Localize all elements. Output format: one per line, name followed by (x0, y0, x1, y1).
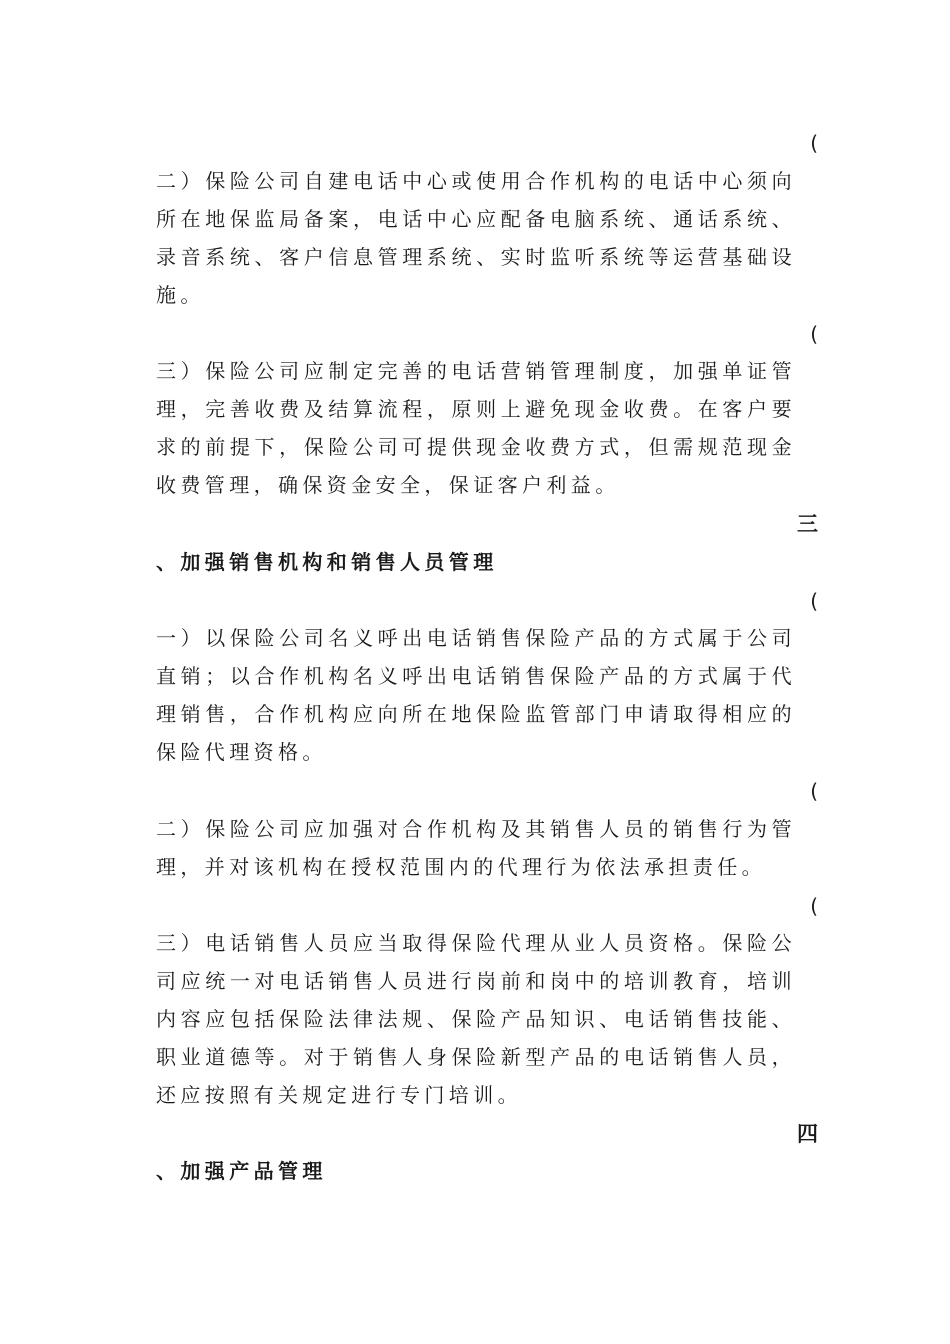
section-number: 四 (797, 1122, 818, 1146)
paragraph: 三）电话销售人员应当取得保险代理从业人员资格。保险公司应统一对电话销售人员进行岗前和岗中的培训教育，培训内容应包括保险法律法规、保险产品知识、电话销售技能、职业道德等。对于销售人身保险新型产品的电话销售人员，还应按照有关规定进行专门培训。 (156, 931, 796, 1107)
paragraph-marker: ( (810, 131, 818, 155)
paragraph-marker: ( (810, 322, 818, 346)
section-heading: 、加强销售机构和销售人员管理 (156, 550, 498, 574)
paragraph: 一）以保险公司名义呼出电话销售保险产品的方式属于公司直销；以合作机构名义呼出电话销售保险产品的方式属于代理销售，合作机构应向所在地保险监管部门申请取得相应的保险代理资格。 (156, 626, 796, 764)
paragraph-marker: ( (810, 779, 818, 803)
paragraph: 三）保险公司应制定完善的电话营销管理制度，加强单证管理，完善收费及结算流程，原则上避免现金收费。在客户要求的前提下，保险公司可提供现金收费方式，但需规范现金收费管理，确保资金安全，保证客户利益。 (156, 359, 796, 497)
paragraph: 二）保险公司应加强对合作机构及其销售人员的销售行为管理，并对该机构在授权范围内的代理行为依法承担责任。 (156, 817, 796, 879)
paragraph-marker: ( (810, 894, 818, 918)
section-heading: 、加强产品管理 (156, 1159, 327, 1183)
section-number: 三 (797, 512, 818, 536)
paragraph: 二）保险公司自建电话中心或使用合作机构的电话中心须向所在地保监局备案，电话中心应配备电脑系统、通话系统、录音系统、客户信息管理系统、实时监听系统等运营基础设施。 (156, 169, 796, 307)
paragraph-marker: ( (810, 589, 818, 613)
